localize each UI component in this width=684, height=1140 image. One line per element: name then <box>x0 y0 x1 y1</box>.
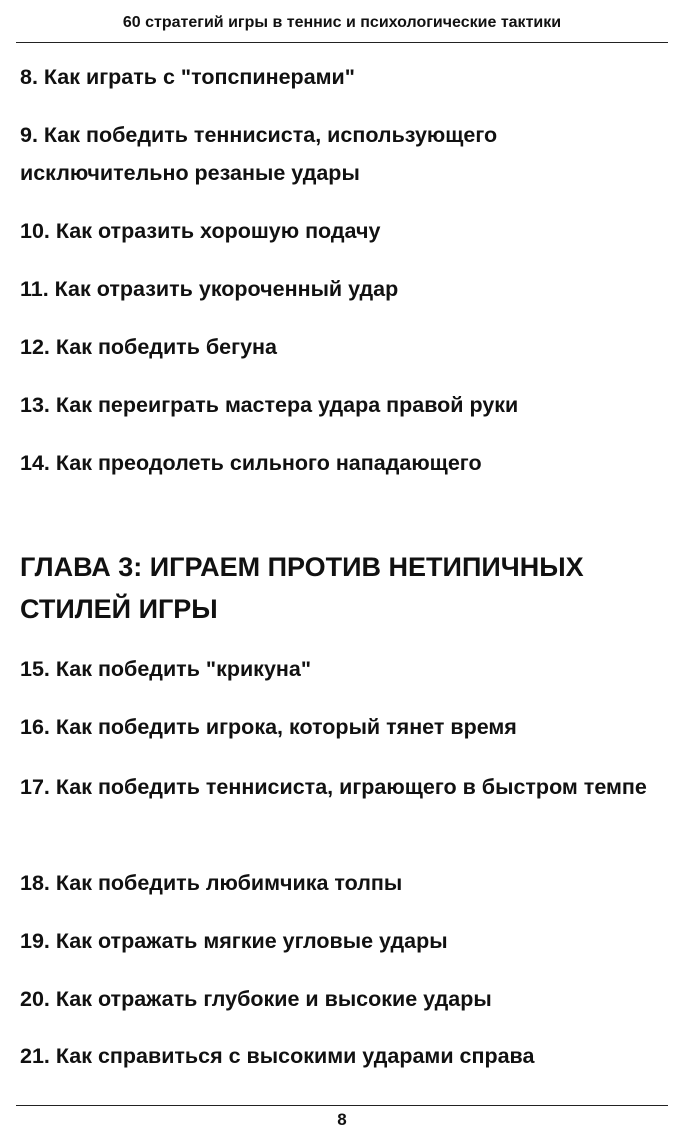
chapter-title: ГЛАВА 3: ИГРАЕМ ПРОТИВ НЕТИПИЧНЫХ СТИЛЕЙ ИГРЫ <box>20 552 584 624</box>
toc-entry-15: 15. Как победить "крикуна" <box>20 657 312 681</box>
toc-entry-21: 21. Как справиться с высокими ударами справа <box>20 1044 535 1068</box>
toc-entry-17: 17. Как победить теннисиста, играющего в быстром темпе <box>20 775 647 799</box>
toc-entry-13: 13. Как переиграть мастера удара правой руки <box>20 393 519 417</box>
toc-entry-10: 10. Как отразить хорошую подачу <box>20 219 381 243</box>
toc-entry-8: 8. Как играть с "топспинерами" <box>20 65 355 89</box>
toc-entry-19: 19. Как отражать мягкие угловые удары <box>20 929 448 953</box>
toc-entry-14: 14. Как преодолеть сильного нападающего <box>20 451 482 475</box>
toc-entry-16: 16. Как победить игрока, который тянет время <box>20 715 517 739</box>
page-number: 8 <box>337 1110 347 1129</box>
toc-entry-11: 11. Как отразить укороченный удар <box>20 277 399 301</box>
toc-entry-18: 18. Как победить любимчика толпы <box>20 871 403 895</box>
toc-entry-12: 12. Как победить бегуна <box>20 335 277 359</box>
footer-rule <box>16 1105 668 1106</box>
toc-entry-20: 20. Как отражать глубокие и высокие удары <box>20 987 492 1011</box>
running-header: 60 стратегий игры в теннис и психологические тактики <box>122 14 562 31</box>
toc-entry-9: 9. Как победить теннисиста, использующего исключительно резаные удары <box>20 123 498 185</box>
header-rule <box>16 42 668 43</box>
